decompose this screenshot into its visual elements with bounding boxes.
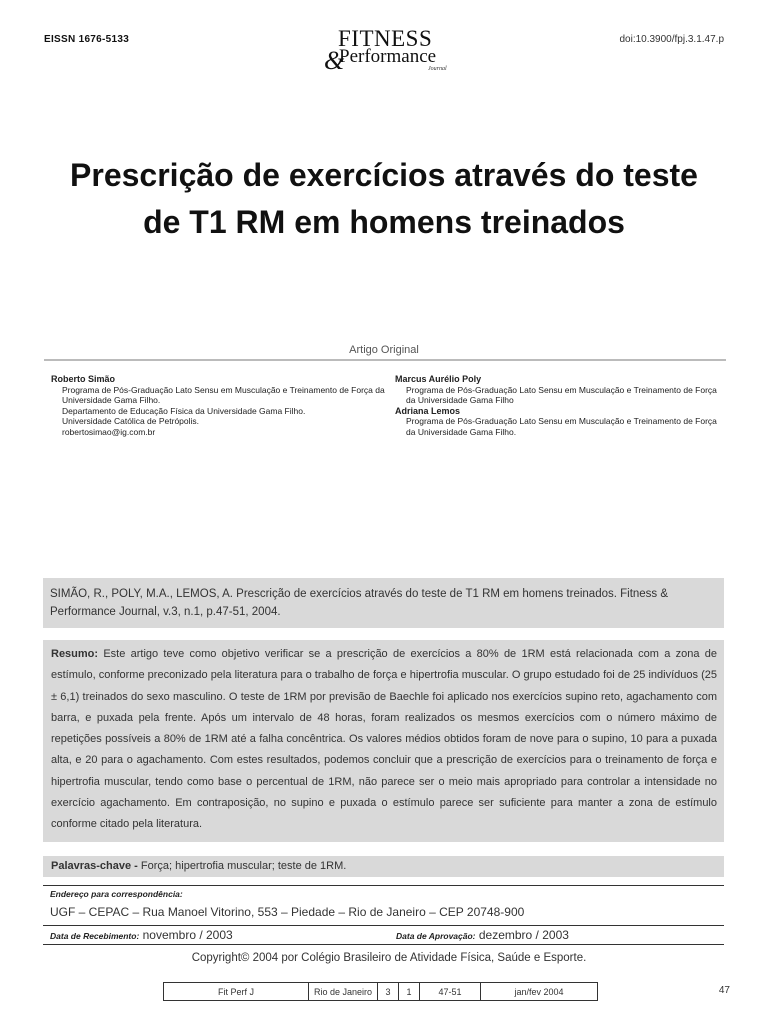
divider: [43, 944, 724, 945]
table-cell-pages: 47-51: [420, 983, 481, 1001]
table-cell-journal: Fit Perf J: [164, 983, 309, 1001]
abstract-text: Este artigo teve como objetivo verificar se a prescrição de exercícios a 80% de 1RM está relacionada com a zona de estímulo, conforme preconizado pela literatura para o trabalho de força e hipertrofia muscular. O grupo estudado foi de 25 indivíduos (25 ± 6,1) treinados do sexo masculino. O teste de 1RM por previsão de Baechle foi aplicado nos exercícios supino reto, agachamento com barra, e puxada pela frente. Após um intervalo de 48 horas, foram realizados os mesmos exercícios com o número máximo de repetições possíveis a 80% de 1RM até a falha concêntrica. Os valores médios obtidos foram de nove para o supino, 10 para a puxada alta, e 20 para o agachamento. Com estes resultados, podemos concluir que a prescrição de exercícios para o treinamento de força e hipertrofia muscular, tendo como base o percentual de 1RM, não parece ser o meio mais apropriado para controlar a intensidade no exercício agachamento. Em contraposição, no supino e puxada o estímulo parece ser suficiente para manter a zona de estímulo conforme citado pela literatura.: [51, 648, 717, 831]
abstract-label: Resumo:: [51, 648, 99, 660]
journal-logo: [322, 26, 452, 74]
doi-label: doi:10.3900/fpj.3.1.47.p: [619, 34, 724, 45]
author-name: Marcus Aurélio Poly: [395, 374, 482, 384]
authors-right-column: [395, 374, 725, 438]
approved-label: Data de Aprovação:: [396, 931, 476, 941]
copyright-notice: Copyright© 2004 por Colégio Brasileiro de Atividade Física, Saúde e Esporte.: [191, 952, 587, 964]
received-value: novembro / 2003: [142, 928, 233, 942]
author-name: Adriana Lemos: [395, 405, 461, 416]
footer-citation-table: [163, 982, 598, 1001]
keywords-box: [43, 856, 724, 877]
table-cell-date: jan/fev 2004: [481, 983, 598, 1001]
abstract-box: [43, 640, 724, 842]
title-line-1: Prescrição de exercícios através do teste: [70, 157, 698, 193]
table-row: [164, 983, 598, 1001]
authors-left-column: [51, 374, 386, 438]
correspondence-address: UGF – CEPAC – Rua Manoel Vitorino, 553 – Piedade – Rio de Janeiro – CEP 20748-900: [50, 905, 525, 919]
table-cell-number: 1: [399, 983, 420, 1001]
author-name: Roberto Simão: [51, 374, 116, 384]
divider: [43, 925, 724, 926]
issn-label: EISSN 1676-5133: [44, 34, 130, 45]
correspondence-label: Endereço para correspondência:: [50, 889, 183, 899]
author-affiliation: Programa de Pós-Graduação Lato Sensu em Musculação e Treinamento de Força da Universidade Gama Filho.: [62, 384, 385, 406]
logo-line-performance: Performance: [339, 46, 437, 67]
logo-line-fitness: FITNESS: [338, 26, 433, 51]
divider: [43, 885, 724, 886]
approved-value: dezembro / 2003: [478, 928, 569, 942]
keywords-label: Palavras-chave -: [51, 860, 138, 872]
author-affiliation: Programa de Pós-Graduação Lato Sensu em Musculação e Treinamento de Força da Universidade Gama Filho.: [406, 416, 717, 437]
author-email[interactable]: robertosimao@ig.com.br: [62, 426, 156, 437]
logo-line-journal: Journal: [428, 66, 447, 72]
author-affiliation: Programa de Pós-Graduação Lato Sensu em Musculação e Treinamento de Força da Universidade Gama Filho: [406, 384, 717, 406]
logo-ampersand: &: [324, 46, 345, 75]
table-cell-volume: 3: [378, 983, 399, 1001]
title-line-2: de T1 RM em homens treinados: [143, 204, 625, 240]
page-number: 47: [718, 985, 730, 996]
table-cell-city: Rio de Janeiro: [309, 983, 378, 1001]
article-type: Artigo Original: [349, 344, 419, 356]
keywords-text: Força; hipertrofia muscular; teste de 1RM.: [140, 860, 347, 872]
citation-box: SIMÃO, R., POLY, M.A., LEMOS, A. Prescrição de exercícios através do teste de T1 RM em homens treinados. Fitness & Performance Journal, v.3, n.1, p.47-51, 2004.: [43, 578, 724, 628]
received-date: [50, 928, 233, 942]
approved-date: [396, 928, 569, 942]
article-title: [30, 152, 738, 246]
author-affiliation: Universidade Católica de Petrópolis.: [62, 416, 200, 427]
author-affiliation: Departamento de Educação Física da Universidade Gama Filho.: [62, 405, 306, 416]
header-divider: [44, 359, 726, 361]
received-label: Data de Recebimento:: [50, 931, 140, 941]
